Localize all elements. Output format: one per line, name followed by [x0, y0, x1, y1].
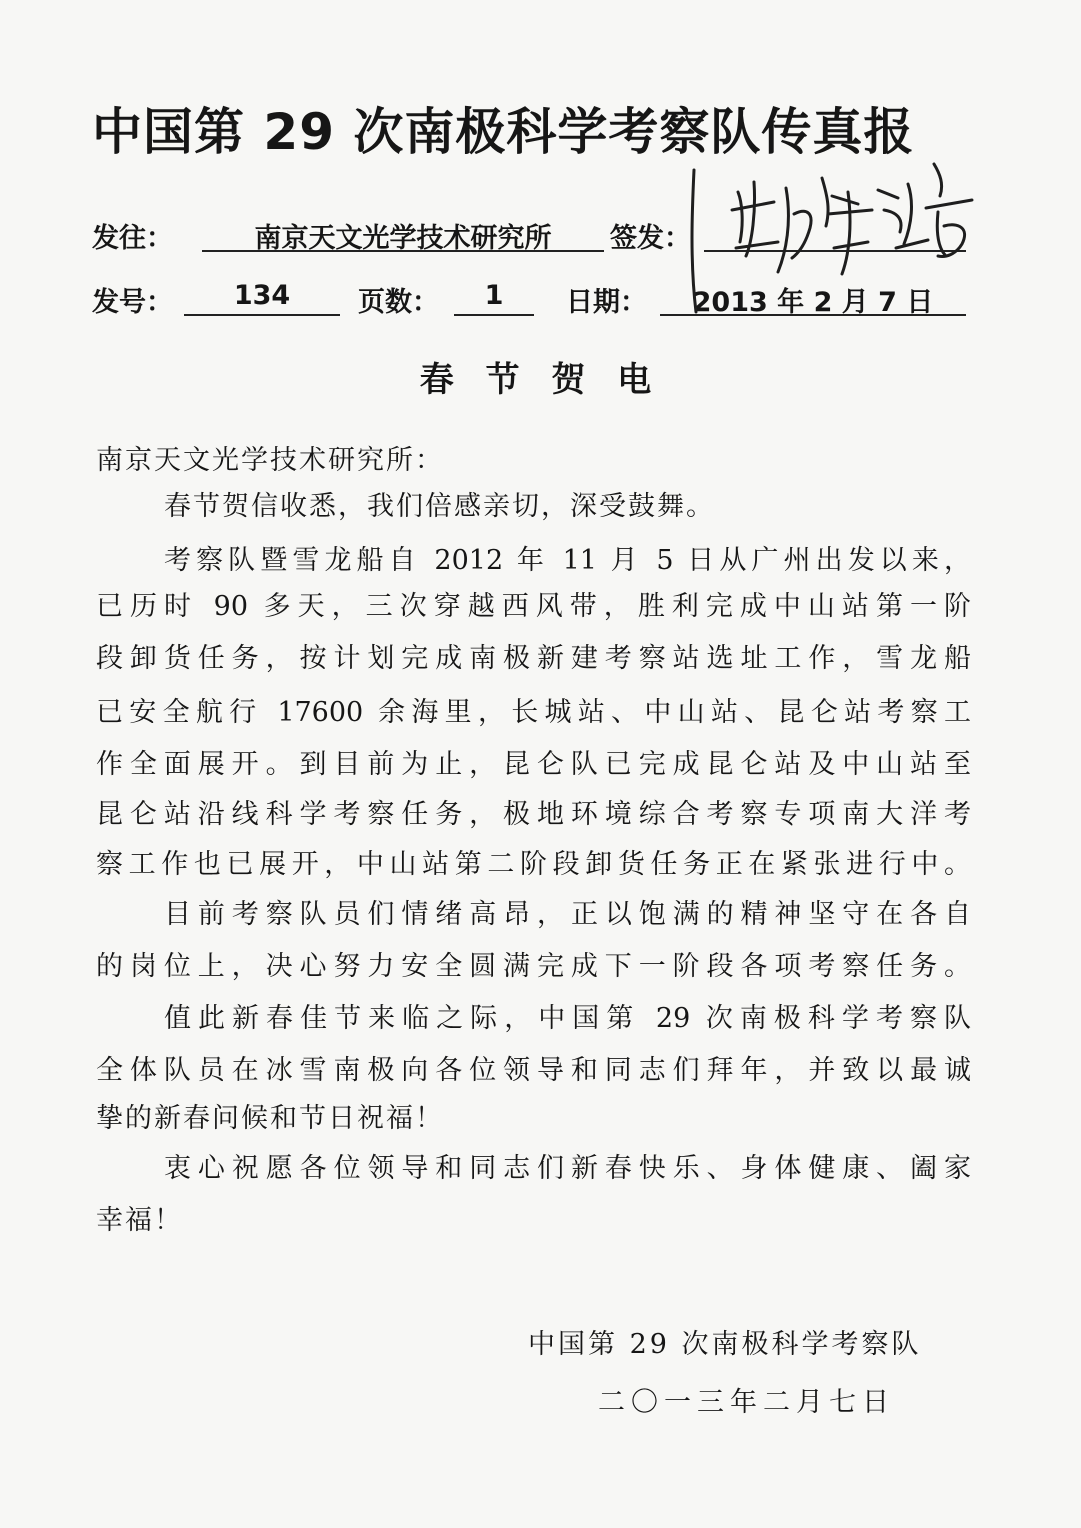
- body-line: 已历时 90 多天，三次穿越西风带，胜利完成中山站第一阶: [96, 591, 971, 622]
- body-line: 作全面展开。到目前为止，昆仑队已完成昆仑站及中山站至: [96, 749, 971, 780]
- handwritten-signature: [682, 152, 982, 322]
- body-line: 衷心祝愿各位领导和同志们新春快乐、身体健康、阖家: [164, 1153, 971, 1184]
- body-line: 幸福！: [96, 1205, 183, 1236]
- sign-date: 二〇一三年二月七日: [598, 1387, 895, 1418]
- number-label: 发号：: [92, 287, 173, 318]
- fax-header-title: 中国第 29 次南极科学考察队传真报: [92, 103, 915, 161]
- body-line: 值此新春佳节来临之际，中国第 29 次南极科学考察队: [164, 1003, 971, 1034]
- body-line: 段卸货任务，按计划完成南极新建考察站选址工作，雪龙船: [96, 643, 971, 674]
- signer-label: 签发：: [610, 223, 691, 254]
- recipient-value: 南京天文光学技术研究所: [202, 216, 604, 252]
- number-value: 134: [184, 280, 340, 316]
- body-line: 察工作也已展开，中山站第二阶段卸货任务正在紧张进行中。: [96, 849, 971, 880]
- body-line: 挚的新春问候和节日祝福！: [96, 1103, 444, 1134]
- body-line: 的岗位上，决心努力安全圆满完成下一阶段各项考察任务。: [96, 951, 971, 982]
- pages-label: 页数：: [358, 287, 439, 318]
- sign-organization: 中国第 29 次南极科学考察队: [528, 1329, 922, 1360]
- date-label: 日期：: [566, 287, 647, 318]
- body-line: 已安全航行 17600 余海里，长城站、中山站、昆仑站考察工: [96, 697, 971, 728]
- body-line: 昆仑站沿线科学考察任务，极地环境综合考察专项南大洋考: [96, 799, 971, 830]
- letter-heading: 春 节 贺 电: [419, 360, 662, 400]
- body-line: 春节贺信收悉，我们倍感亲切，深受鼓舞。: [164, 491, 715, 522]
- body-line: 考察队暨雪龙船自 2012 年 11 月 5 日从广州出发以来，: [164, 545, 971, 576]
- body-line: 全体队员在冰雪南极向各位领导和同志们拜年，并致以最诚: [96, 1055, 971, 1086]
- pages-value: 1: [454, 280, 534, 316]
- body-line: 目前考察队员们情绪高昂，正以饱满的精神坚守在各自: [164, 899, 971, 930]
- recipient-label: 发往：: [92, 223, 173, 254]
- date-value: 2013 年 2 月 7 日: [660, 280, 966, 316]
- salutation: 南京天文光学技术研究所：: [96, 445, 444, 476]
